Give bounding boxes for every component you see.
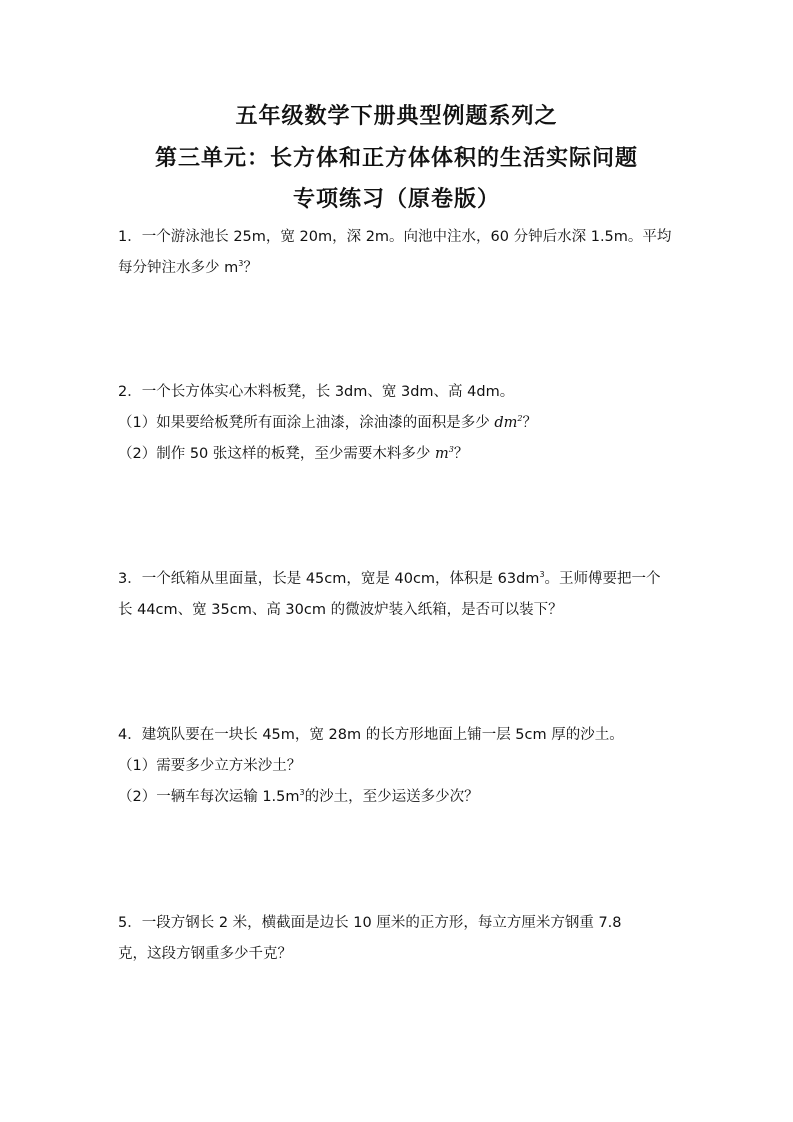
unit-dm: dm <box>494 415 518 431</box>
part-2-text: （2）制作 50 张这样的板凳，至少需要木料多少 <box>118 446 436 462</box>
question-3-text-cont: 。王师傅要把一个 <box>544 571 661 587</box>
question-5-line-2: 克，这段方钢重多少千克？ <box>118 946 292 962</box>
question-2-part-2 <box>118 439 698 470</box>
question-mark: ？ <box>522 415 537 431</box>
question-3 <box>118 564 698 626</box>
question-1-line-2 <box>118 253 698 284</box>
question-mark: ？ <box>453 446 469 462</box>
question-mark: ？ <box>243 260 258 276</box>
part-1-text: （1）如果要给板凳所有面涂上油漆，涂油漆的面积是多少 <box>118 415 495 431</box>
question-2-part-1 <box>118 408 698 439</box>
question-3-text: 3．一个纸箱从里面量，长是 45cm，宽是 40cm，体积是 63dm <box>118 571 540 587</box>
question-4-part-2 <box>118 782 698 813</box>
question-4-stem: 4．建筑队要在一块长 45m，宽 28m 的长方形地面上铺一层 5cm 厚的沙土。 <box>118 727 624 743</box>
unit-exponent: 2 <box>517 414 523 424</box>
practice-subtitle: 专项练习（原卷版） <box>292 187 500 212</box>
question-3-line-2: 长 44cm、宽 35cm、高 30cm 的微波炉装入纸箱，是否可以装下？ <box>118 602 563 618</box>
question-4-part-1: （1）需要多少立方米沙土？ <box>118 758 302 774</box>
question-1-text: 每分钟注水多少 m <box>118 260 239 276</box>
question-3-line-1 <box>118 564 698 595</box>
unit-title: 第三单元：长方体和正方体体积的生活实际问题 <box>154 146 638 171</box>
question-4 <box>118 720 698 813</box>
question-2-stem: 2．一个长方体实心木料板凳，长 3dm、宽 3dm、高 4dm。 <box>118 384 515 400</box>
question-5 <box>118 908 698 970</box>
unit-exponent: 3 <box>539 570 545 580</box>
question-1 <box>118 222 698 284</box>
question-1-line-1: 1．一个游泳池长 25m，宽 20m，深 2m。向池中注水，60 分钟后水深 1.5m。平均 <box>118 229 672 245</box>
document-title: 五年级数学下册典型例题系列之 <box>235 104 558 129</box>
unit-exponent: 3 <box>299 788 305 798</box>
unit-exponent: 3 <box>238 259 244 269</box>
unit-exponent: 3 <box>448 445 454 455</box>
part-2-text-cont: 的沙土，至少运送多少次？ <box>304 789 479 805</box>
unit-m: m <box>435 446 449 462</box>
part-2-text: （2）一辆车每次运输 1.5m <box>118 789 300 805</box>
question-5-line-1: 5．一段方钢长 2 米，横截面是边长 10 厘米的正方形，每立方厘米方钢重 7.8 <box>118 915 622 931</box>
question-2 <box>118 377 698 470</box>
